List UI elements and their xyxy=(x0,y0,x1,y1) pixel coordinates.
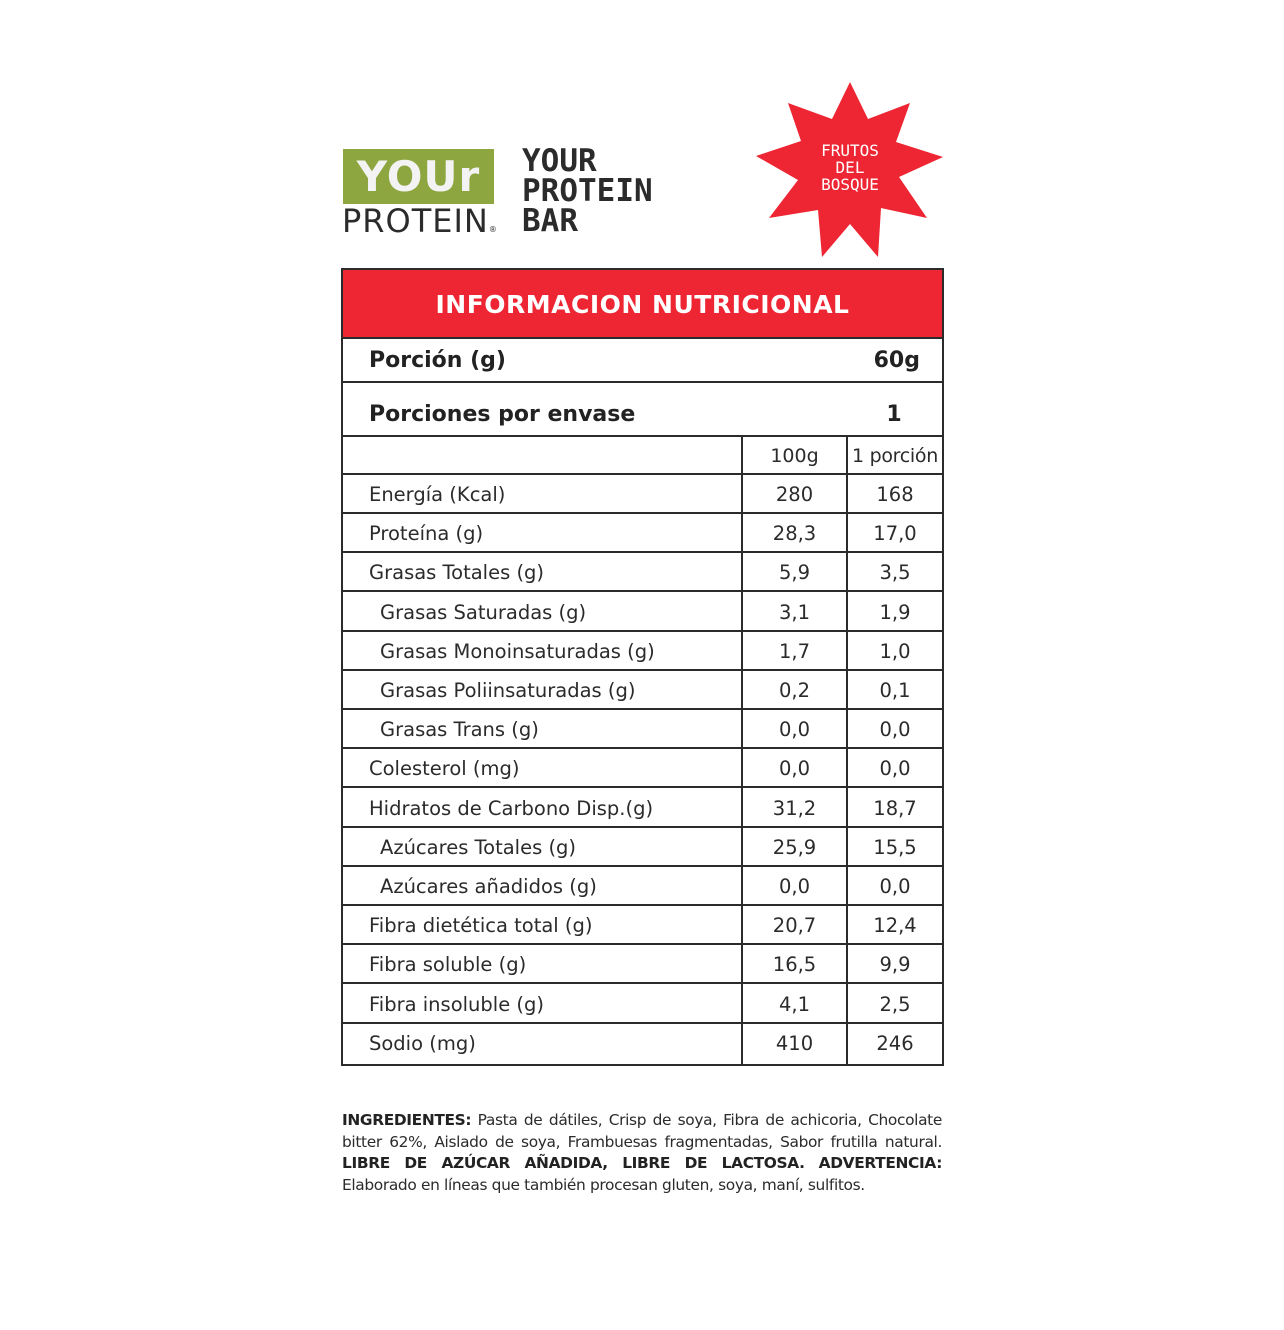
value-per-100g: 4,1 xyxy=(778,992,810,1016)
nutrient-name: Azúcares Totales (g) xyxy=(380,835,577,859)
table-row xyxy=(343,985,942,1024)
nutrient-name: Grasas Totales (g) xyxy=(369,561,545,585)
table-row xyxy=(343,553,942,592)
value-per-100g: 3,1 xyxy=(778,600,810,624)
table-row xyxy=(343,749,942,788)
flavor-line-2: DEL xyxy=(835,158,865,177)
value-per-portion: 0,0 xyxy=(879,875,911,898)
product-title-line-1: YOUR xyxy=(522,143,597,179)
product-title-line-3: BAR xyxy=(522,203,578,239)
nutrient-name: Energía (Kcal) xyxy=(369,483,506,506)
nutrient-name: Fibra dietética total (g) xyxy=(369,914,593,938)
flavor-starburst xyxy=(756,82,944,259)
nutrient-name: Colesterol (mg) xyxy=(369,757,520,781)
value-per-portion: 246 xyxy=(876,1031,914,1055)
ingredients-text: Pasta de dátiles, Crisp de soya, Fibra de achicoria, Chocolate bitter 62%, Aislado de soya, Frambuesas fragmentadas, Sabor frutilla natural. xyxy=(342,1111,942,1151)
value-per-portion: 0,0 xyxy=(879,757,911,781)
column-header-100g: 100g xyxy=(770,445,819,467)
value-per-100g: 31,2 xyxy=(772,796,817,820)
value-per-portion: 1,0 xyxy=(879,639,911,663)
logo-protein-text xyxy=(342,203,502,239)
value-per-100g: 0,0 xyxy=(778,718,810,742)
product-title-line-2: PROTEIN xyxy=(522,173,653,209)
nutrient-name: Grasas Monoinsaturadas (g) xyxy=(380,639,655,663)
nutrient-name: Proteína (g) xyxy=(369,522,484,546)
nutrient-name: Grasas Poliinsaturadas (g) xyxy=(380,679,636,702)
servings-per-container-label: Porciones por envase xyxy=(369,402,636,427)
table-title: INFORMACION NUTRICIONAL xyxy=(435,290,850,319)
value-per-100g: 16,5 xyxy=(772,953,817,977)
nutrient-name: Hidratos de Carbono Disp.(g) xyxy=(369,796,654,820)
flavor-line-1: FRUTOS xyxy=(821,141,879,160)
value-per-portion: 0,1 xyxy=(879,679,911,702)
serving-size-label: Porción (g) xyxy=(369,348,506,373)
value-per-portion: 0,0 xyxy=(879,718,911,742)
value-per-portion: 168 xyxy=(876,483,914,506)
servings-per-container-value: 1 xyxy=(886,402,902,427)
warning-text: Elaborado en líneas que también procesan gluten, soya, maní, sulfitos. xyxy=(342,1175,865,1194)
value-per-100g: 0,0 xyxy=(778,757,810,781)
table-row xyxy=(343,1024,942,1061)
nutrient-name: Grasas Saturadas (g) xyxy=(380,600,587,624)
value-per-portion: 18,7 xyxy=(873,796,917,820)
value-per-100g: 20,7 xyxy=(772,914,817,938)
nutrient-name: Fibra soluble (g) xyxy=(369,953,527,977)
table-row xyxy=(343,593,942,632)
table-row xyxy=(343,789,942,828)
value-per-100g: 25,9 xyxy=(772,835,817,859)
value-per-100g: 5,9 xyxy=(778,561,810,585)
logo-your-text: YOUr xyxy=(356,152,481,201)
value-per-portion: 1,9 xyxy=(879,600,911,624)
registered-mark: ® xyxy=(488,225,498,234)
value-per-100g: 1,7 xyxy=(778,639,810,663)
nutrient-name: Grasas Trans (g) xyxy=(380,718,539,742)
value-per-100g: 0,2 xyxy=(778,679,810,702)
warning-label: ADVERTENCIA: xyxy=(818,1154,942,1172)
value-per-portion: 3,5 xyxy=(879,561,911,585)
nutrient-name: Azúcares añadidos (g) xyxy=(380,875,597,898)
value-per-100g: 0,0 xyxy=(778,875,810,898)
table-row xyxy=(343,632,942,671)
column-divider xyxy=(741,435,743,1064)
ingredients-block xyxy=(342,1110,942,1196)
ingredients-label: INGREDIENTES: xyxy=(342,1111,472,1129)
table-header xyxy=(343,270,942,339)
value-per-100g: 28,3 xyxy=(772,522,817,546)
table-row xyxy=(343,945,942,984)
nutrition-facts-table xyxy=(341,268,944,1066)
value-per-portion: 15,5 xyxy=(873,835,917,859)
value-per-portion: 17,0 xyxy=(873,522,917,546)
nutrient-name: Fibra insoluble (g) xyxy=(369,992,544,1016)
column-header-row xyxy=(343,437,942,475)
table-row xyxy=(343,475,942,514)
product-title xyxy=(522,143,682,239)
table-row xyxy=(343,671,942,710)
table-row xyxy=(343,514,942,553)
table-row xyxy=(343,867,942,906)
serving-size-value: 60g xyxy=(873,348,920,373)
column-divider xyxy=(846,435,848,1064)
logo-protein-word: PROTEIN xyxy=(342,202,489,240)
serving-size-row xyxy=(343,339,942,383)
table-row xyxy=(343,906,942,945)
nutrient-name: Sodio (mg) xyxy=(369,1031,476,1055)
value-per-portion: 9,9 xyxy=(879,953,911,977)
flavor-line-3: BOSQUE xyxy=(821,175,879,194)
value-per-100g: 280 xyxy=(775,483,814,506)
value-per-portion: 2,5 xyxy=(879,992,911,1016)
value-per-portion: 12,4 xyxy=(873,914,917,938)
column-header-portion: 1 porción xyxy=(852,445,938,467)
table-row xyxy=(343,710,942,749)
flavor-label xyxy=(756,142,944,193)
claims-text: LIBRE DE AZÚCAR AÑADIDA, LIBRE DE LACTOSA. xyxy=(342,1154,805,1172)
value-per-100g: 410 xyxy=(775,1031,814,1055)
servings-per-container-row xyxy=(343,393,942,437)
your-protein-logo-badge xyxy=(343,149,494,204)
table-row xyxy=(343,828,942,867)
